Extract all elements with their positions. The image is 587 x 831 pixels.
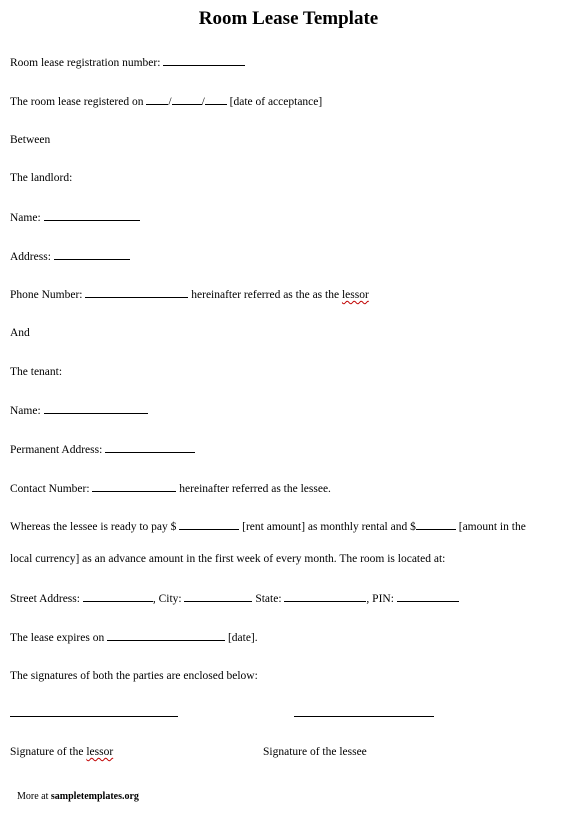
tenant-name-line (10, 403, 148, 418)
tenant-contact-line (10, 481, 331, 496)
landlord-phone-suffix: hereinafter referred as the as the (191, 289, 342, 301)
tenant-contact-blank[interactable] (92, 481, 176, 492)
address-line (10, 591, 459, 606)
landlord-heading: The landlord: (10, 172, 73, 184)
payment-line-1 (10, 519, 526, 534)
date-slash: / (201, 96, 205, 108)
lessor-signature-line[interactable] (10, 716, 178, 717)
and-line: And (10, 327, 30, 339)
tenant-contact-label: Contact Number: (10, 483, 90, 495)
expires-date-blank[interactable] (107, 630, 225, 641)
payment-text-b: [rent amount] as monthly rental and $ (242, 521, 416, 533)
footer-site-link[interactable]: sampletemplates.org (50, 791, 139, 802)
tenant-contact-suffix: hereinafter referred as the lessee. (179, 483, 331, 495)
state-label: State: (255, 593, 282, 605)
payment-text-c: [amount in the (458, 521, 526, 533)
footer-prefix: More at (17, 791, 51, 802)
tenant-address-label: Permanent Address: (10, 444, 103, 456)
registered-year-blank[interactable] (205, 94, 227, 105)
city-blank[interactable] (184, 591, 252, 602)
tenant-address-line (10, 442, 195, 457)
signatures-intro: The signatures of both the parties are enclosed below: (10, 670, 258, 682)
between-line: Between (10, 134, 51, 146)
tenant-address-blank[interactable] (105, 442, 195, 453)
pin-label: , PIN: (366, 593, 394, 605)
pin-blank[interactable] (397, 591, 459, 602)
landlord-address-blank[interactable] (54, 249, 130, 260)
landlord-name-blank[interactable] (44, 210, 140, 221)
lessee-signature-label: Signature of the lessee (263, 746, 367, 758)
landlord-phone-line (10, 287, 369, 302)
landlord-name-line (10, 210, 140, 225)
lessee-signature-line[interactable] (294, 716, 434, 717)
registered-month-blank[interactable] (172, 94, 202, 105)
lessor-signature-label (10, 745, 113, 759)
registration-number-blank[interactable] (163, 55, 245, 66)
registration-number-line (10, 55, 245, 70)
tenant-heading: The tenant: (10, 366, 63, 378)
street-label: Street Address: (10, 593, 80, 605)
city-label: , City: (152, 593, 182, 605)
expires-label: The lease expires on (10, 632, 105, 644)
payment-text-a: Whereas the lessee is ready to pay $ (10, 521, 177, 533)
registered-day-blank[interactable] (146, 94, 168, 105)
state-blank[interactable] (284, 591, 366, 602)
lessor-word: lessor (86, 746, 114, 758)
lessor-signature-text: Signature of the (10, 746, 87, 758)
date-slash: / (168, 96, 172, 108)
registered-on-line (10, 94, 322, 109)
landlord-name-label: Name: (10, 212, 41, 224)
tenant-name-label: Name: (10, 405, 41, 417)
landlord-address-line (10, 249, 130, 264)
registration-number-label: Room lease registration number: (10, 57, 161, 69)
landlord-phone-blank[interactable] (85, 287, 188, 298)
landlord-address-label: Address: (10, 251, 51, 263)
document-title: Room Lease Template (198, 8, 379, 29)
payment-line-2: local currency] as an advance amount in the first week of every month. The room is located at: (10, 553, 446, 565)
street-blank[interactable] (83, 591, 153, 602)
rent-amount-blank[interactable] (179, 519, 239, 530)
advance-amount-blank[interactable] (416, 519, 456, 530)
tenant-name-blank[interactable] (44, 403, 148, 414)
lessor-word: lessor (341, 289, 369, 301)
registered-on-suffix: [date of acceptance] (229, 96, 323, 108)
landlord-phone-label: Phone Number: (10, 289, 83, 301)
expires-line (10, 630, 258, 645)
expires-suffix: [date]. (227, 632, 258, 644)
registered-on-label: The room lease registered on (10, 96, 144, 108)
footer (17, 791, 139, 802)
